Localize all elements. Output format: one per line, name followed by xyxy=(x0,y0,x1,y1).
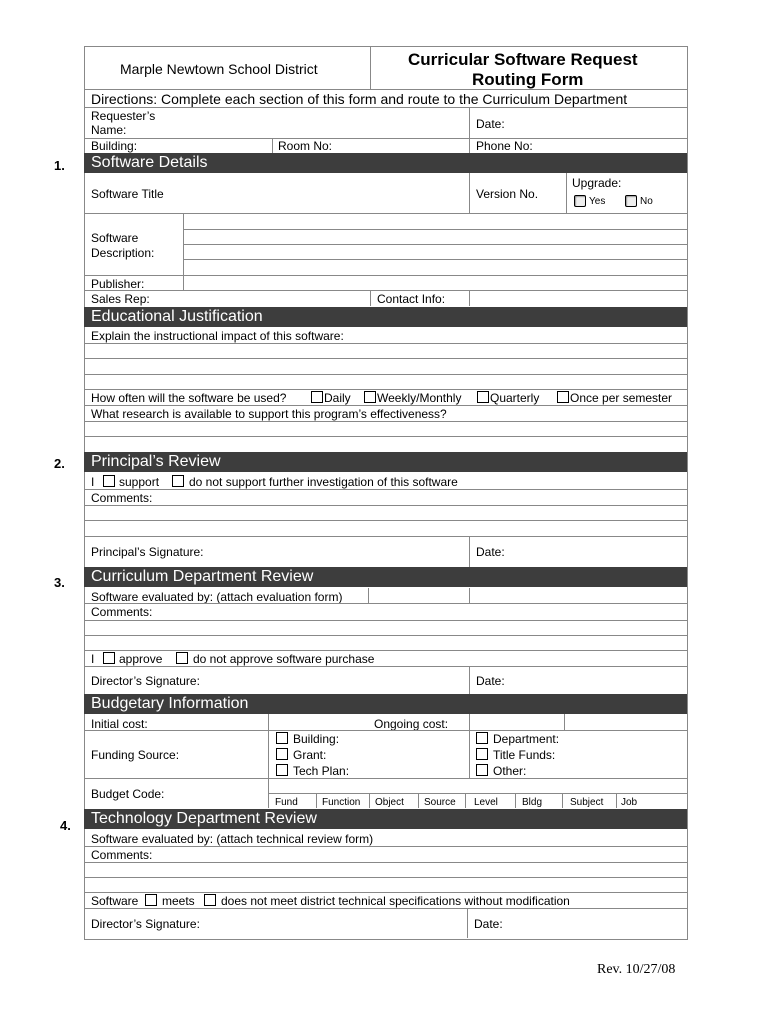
section-bar-educational-justification xyxy=(84,307,687,327)
principal-date-label: Date: xyxy=(476,545,505,559)
principal-i-label: I xyxy=(91,475,95,489)
once-per-semester-label: Once per semester xyxy=(570,391,673,405)
department-funding-label: Department: xyxy=(493,732,560,746)
meets-checkbox[interactable] xyxy=(145,894,157,906)
section-number-4: 4. xyxy=(60,818,71,833)
technology-software-label: Software xyxy=(91,894,139,908)
header-divider xyxy=(370,46,371,89)
funding-source-label: Funding Source: xyxy=(91,748,180,762)
curriculum-evaluated-by-label: Software evaluated by: (attach evaluation form) xyxy=(91,590,343,604)
daily-label: Daily xyxy=(324,391,351,405)
budget-code-bldg: Bldg xyxy=(522,797,543,808)
principal-signature-label: Principal’s Signature: xyxy=(91,545,204,559)
upgrade-yes-checkbox[interactable] xyxy=(574,195,586,207)
meets-label: meets xyxy=(162,894,195,908)
once-per-semester-checkbox[interactable] xyxy=(557,391,569,403)
version-no-label: Version No. xyxy=(476,187,539,201)
initial-cost-label: Initial cost: xyxy=(91,717,148,731)
tech-plan-funding-checkbox[interactable] xyxy=(276,764,288,776)
requester-name-label: Requester’s xyxy=(91,109,156,123)
curriculum-date-label: Date: xyxy=(476,674,505,688)
technology-date-label: Date: xyxy=(474,917,503,931)
other-funding-checkbox[interactable] xyxy=(476,764,488,776)
principal-comments-label: Comments: xyxy=(91,491,153,505)
weekly-monthly-checkbox[interactable] xyxy=(364,391,376,403)
budget-code-function: Function xyxy=(322,797,361,808)
section-number-3: 3. xyxy=(54,575,65,590)
section-bar-budgetary-information xyxy=(84,694,687,714)
support-checkbox[interactable] xyxy=(103,475,115,487)
building-funding-checkbox[interactable] xyxy=(276,732,288,744)
does-not-meet-checkbox[interactable] xyxy=(204,894,216,906)
section-number-2: 2. xyxy=(54,456,65,471)
budget-code-subject: Subject xyxy=(570,797,604,808)
section-title: Curriculum Department Review xyxy=(91,568,314,585)
ongoing-cost-label: Ongoing cost: xyxy=(374,717,449,731)
technology-evaluated-by-label: Software evaluated by: (attach technical review form) xyxy=(91,832,374,846)
instructional-impact-label: Explain the instructional impact of this software: xyxy=(91,329,344,343)
curriculum-comments-label: Comments: xyxy=(91,605,153,619)
section-title: Educational Justification xyxy=(91,308,263,325)
upgrade-no-label: No xyxy=(640,196,653,207)
phone-no-label: Phone No: xyxy=(476,139,533,153)
do-not-support-checkbox[interactable] xyxy=(172,475,184,487)
section-bar-software-details xyxy=(84,153,687,173)
section-bar-principals-review xyxy=(84,452,687,472)
curriculum-director-signature-label: Director’s Signature: xyxy=(91,674,200,688)
budget-code-source: Source xyxy=(424,797,456,808)
building-label: Building: xyxy=(91,139,138,153)
tech-plan-funding-label: Tech Plan: xyxy=(293,764,350,778)
publisher-label: Publisher: xyxy=(91,277,145,291)
budget-code-fund: Fund xyxy=(275,797,298,808)
department-funding-checkbox[interactable] xyxy=(476,732,488,744)
approve-checkbox[interactable] xyxy=(103,652,115,664)
quarterly-label: Quarterly xyxy=(490,391,540,405)
usage-frequency-label: How often will the software be used? xyxy=(91,391,287,405)
software-description-label: Software xyxy=(91,231,139,245)
form-title-line1: Curricular Software Request xyxy=(408,50,638,69)
do-not-approve-checkbox[interactable] xyxy=(176,652,188,664)
upgrade-label: Upgrade: xyxy=(572,176,622,190)
does-not-meet-label: does not meet district technical specifications without modification xyxy=(221,894,570,908)
daily-checkbox[interactable] xyxy=(311,391,323,403)
technology-comments-label: Comments: xyxy=(91,848,153,862)
title-funds-label: Title Funds: xyxy=(493,748,556,762)
technology-director-signature-label: Director’s Signature: xyxy=(91,917,200,931)
upgrade-no-checkbox[interactable] xyxy=(625,195,637,207)
quarterly-checkbox[interactable] xyxy=(477,391,489,403)
section-bar-curriculum-review xyxy=(84,567,687,587)
section-title: Budgetary Information xyxy=(91,695,249,712)
grant-funding-checkbox[interactable] xyxy=(276,748,288,760)
do-not-approve-label: do not approve software purchase xyxy=(193,652,375,666)
section-title: Technology Department Review xyxy=(91,810,317,827)
do-not-support-label: do not support further investigation of this software xyxy=(189,475,458,489)
directions: Directions: Complete each section of this form and route to the Curriculum Department xyxy=(91,91,628,107)
grant-funding-label: Grant: xyxy=(293,748,327,762)
room-no-label: Room No: xyxy=(278,139,333,153)
revision-date: Rev. 10/27/08 xyxy=(597,962,676,977)
research-label: What research is available to support this program’s effectiveness? xyxy=(91,407,447,421)
section-title: Software Details xyxy=(91,154,208,171)
curriculum-i-label: I xyxy=(91,652,95,666)
software-title-label: Software Title xyxy=(91,187,164,201)
support-label: support xyxy=(119,475,160,489)
budget-code-level: Level xyxy=(474,797,498,808)
section-title: Principal’s Review xyxy=(91,453,221,470)
budget-code-job: Job xyxy=(621,797,638,808)
other-funding-label: Other: xyxy=(493,764,527,778)
section-bar-technology-review xyxy=(84,809,687,829)
building-funding-label: Building: xyxy=(293,732,340,746)
request-date-label: Date: xyxy=(476,117,505,131)
budget-code-object: Object xyxy=(375,797,404,808)
upgrade-yes-label: Yes xyxy=(589,196,606,207)
approve-label: approve xyxy=(119,652,163,666)
budget-code-label: Budget Code: xyxy=(91,787,165,801)
contact-info-label: Contact Info: xyxy=(377,292,446,306)
title-funds-checkbox[interactable] xyxy=(476,748,488,760)
sales-rep-label: Sales Rep: xyxy=(91,292,150,306)
weekly-monthly-label: Weekly/Monthly xyxy=(377,391,462,405)
section-number-1: 1. xyxy=(54,158,65,173)
form-title-line2: Routing Form xyxy=(472,70,584,89)
district-name: Marple Newtown School District xyxy=(120,61,318,77)
